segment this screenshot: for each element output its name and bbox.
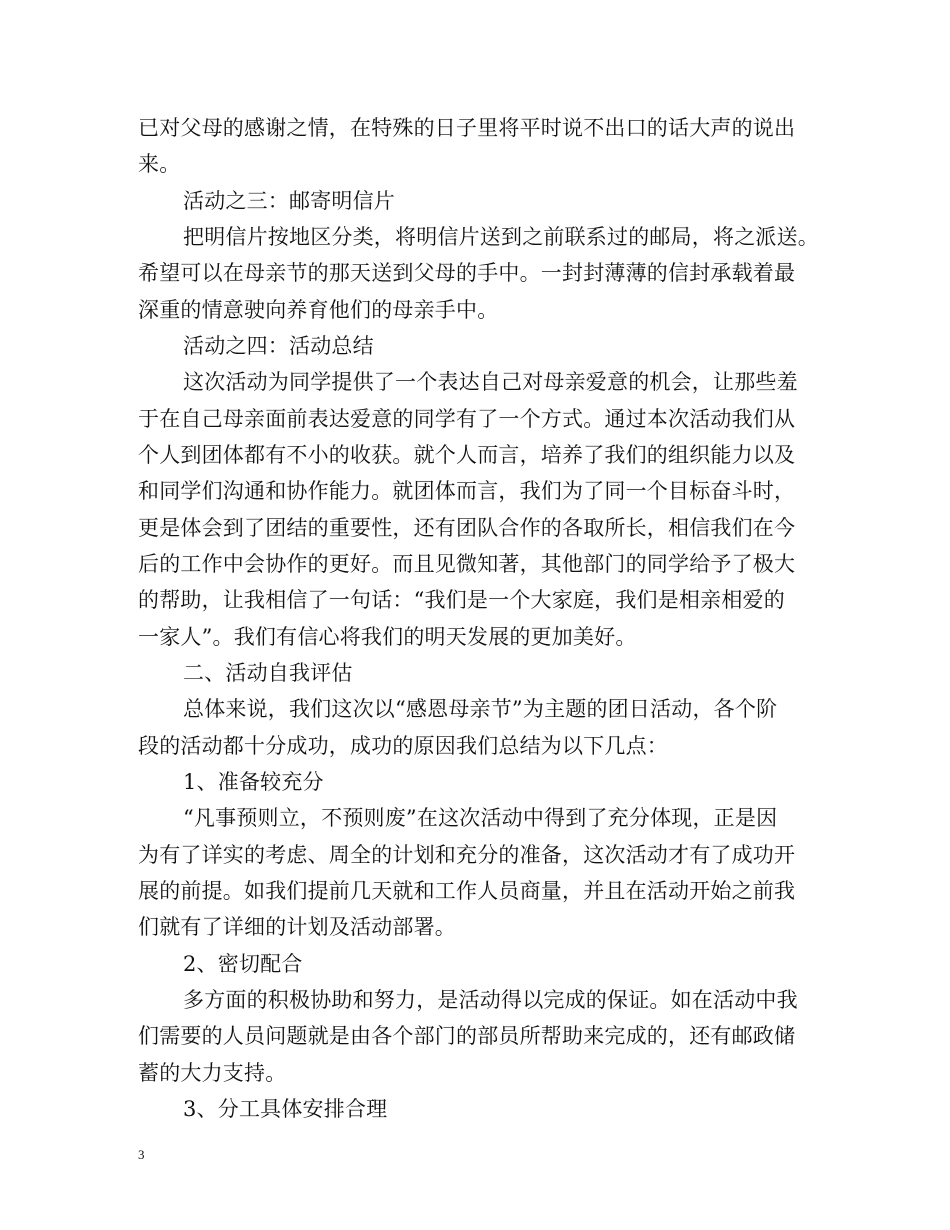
text-line: 更是体会到了团结的重要性，还有团队合作的各取所长，相信我们在今 (138, 516, 796, 540)
paragraph-start: 多方面的积极协助和努力，是活动得以完成的保证。如在活动中我 (183, 988, 798, 1012)
text-line: 们就有了详细的计划及活动部署。 (138, 915, 456, 939)
section-heading: 1、准备较充分 (183, 770, 324, 794)
text-line: 展的前提。如我们提前几天就和工作人员商量，并且在活动开始之前我 (138, 879, 796, 903)
text-line: 已对父母的感谢之情，在特殊的日子里将平时说不出口的话大声的说出 (138, 116, 796, 140)
paragraph-start: “凡事预则立，不预则废”在这次活动中得到了充分体现，正是因 (183, 806, 778, 830)
text-line: 后的工作中会协作的更好。而且见微知著，其他部门的同学给予了极大 (138, 552, 796, 576)
text-line: 和同学们沟通和协作能力。就团体而言，我们为了同一个目标奋斗时， (138, 479, 796, 503)
section-heading: 二、活动自我评估 (183, 661, 353, 685)
text-line: 于在自己母亲面前表达爱意的同学有了一个方式。通过本次活动我们从 (138, 407, 796, 431)
section-heading: 3、分工具体安排合理 (183, 1097, 388, 1121)
section-heading: 活动之四：活动总结 (183, 334, 374, 358)
paragraph-start: 把明信片按地区分类，将明信片送到之前联系过的邮局，将之派送。 (183, 225, 819, 249)
text-line: 来。 (138, 152, 181, 176)
page-number: 3 (138, 1147, 145, 1162)
text-line: 的帮助，让我相信了一句话：“我们是一个大家庭，我们是相亲相爱的 (138, 588, 785, 612)
text-line: 个人到团体都有不小的收获。就个人而言，培养了我们的组织能力以及 (138, 443, 796, 467)
text-line: 们需要的人员问题就是由各个部门的部员所帮助来完成的，还有邮政储 (138, 1024, 796, 1048)
text-line: 蓄的大力支持。 (138, 1061, 287, 1085)
text-line: 深重的情意驶向养育他们的母亲手中。 (138, 298, 499, 322)
text-line: 一家人”。我们有信心将我们的明天发展的更加美好。 (138, 625, 637, 649)
text-line: 段的活动都十分成功，成功的原因我们总结为以下几点： (138, 734, 668, 758)
paragraph-start: 这次活动为同学提供了一个表达自己对母亲爱意的机会，让那些羞 (183, 370, 798, 394)
paragraph-start: 总体来说，我们这次以“感恩母亲节”为主题的团日活动，各个阶 (183, 697, 778, 721)
section-heading: 活动之三：邮寄明信片 (183, 189, 395, 213)
text-line: 为有了详实的考虑、周全的计划和充分的准备，这次活动才有了成功开 (138, 843, 796, 867)
section-heading: 2、密切配合 (183, 952, 303, 976)
text-line: 希望可以在母亲节的那天送到父母的手中。一封封薄薄的信封承载着最 (138, 261, 796, 285)
